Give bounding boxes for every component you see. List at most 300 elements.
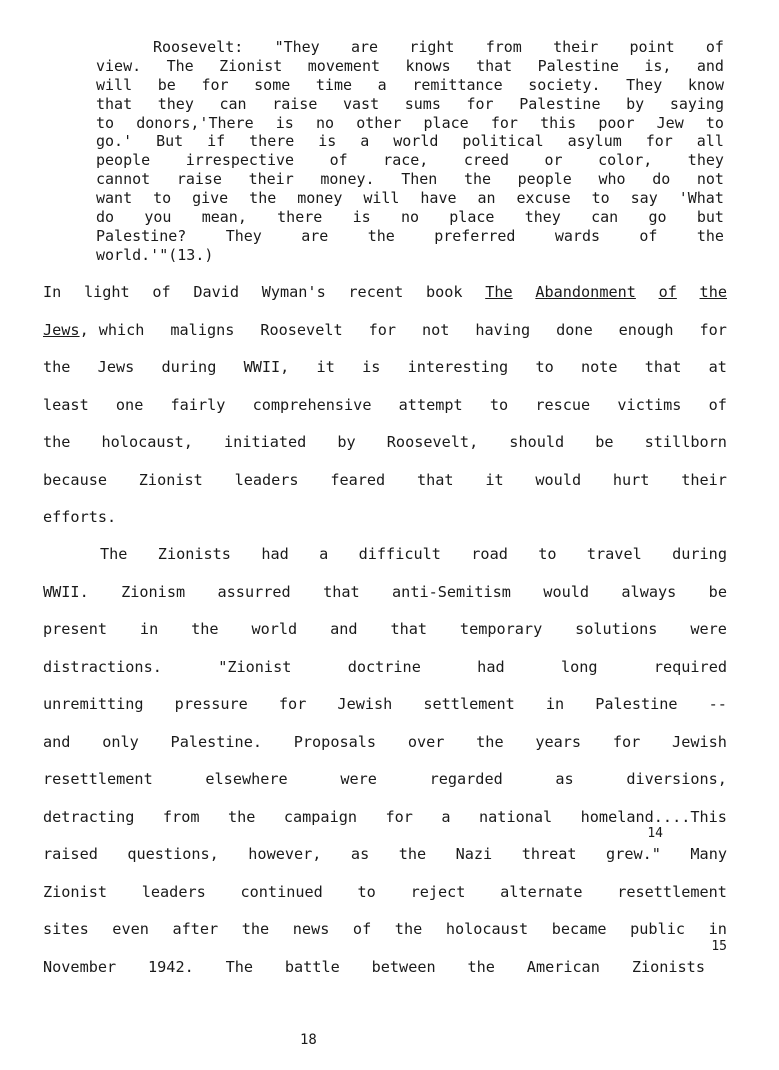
word: over (407, 732, 445, 751)
word: they (524, 208, 561, 227)
word: Zionists (631, 957, 705, 976)
text-line (96, 208, 724, 227)
word: point (629, 38, 675, 56)
word: want (96, 189, 133, 208)
word: solutions (575, 620, 658, 638)
word: money. (320, 170, 375, 189)
word: that (96, 94, 133, 113)
word: be (157, 75, 176, 94)
word: holocaust (445, 920, 529, 938)
word: that (644, 358, 682, 376)
word: place (449, 208, 495, 227)
text-line (43, 730, 727, 768)
word: They (225, 226, 262, 245)
text-line (43, 430, 727, 468)
word: recent (348, 283, 404, 301)
word: in (708, 920, 727, 938)
word: The (225, 957, 254, 976)
word: Palestine (537, 56, 619, 75)
word: saying (669, 94, 724, 113)
word: money (297, 189, 343, 208)
word: the (227, 807, 256, 826)
word: cannot (96, 170, 151, 189)
word: that (390, 620, 428, 638)
word: for (466, 94, 494, 113)
word: raised (43, 845, 98, 863)
text-line (43, 938, 727, 993)
word: to (96, 113, 115, 132)
word: Many (690, 845, 727, 863)
word: 'What (678, 189, 724, 208)
word: from (162, 807, 200, 826)
word: during (672, 545, 727, 563)
word: attempt (398, 395, 463, 414)
word: donors,'There (136, 113, 254, 132)
word: place (423, 113, 469, 132)
word: but (696, 208, 724, 227)
word: can (591, 208, 619, 227)
word: all (696, 132, 724, 151)
word: fairly (170, 395, 226, 414)
word: of (658, 283, 677, 301)
word: would (543, 582, 590, 601)
text-line (96, 132, 724, 151)
word: the (467, 957, 495, 976)
word: interesting (407, 358, 509, 376)
word: Zionist (43, 882, 108, 901)
text-line (43, 692, 727, 730)
text-line (96, 38, 724, 57)
word: Palestine? (96, 226, 187, 245)
word: know (687, 75, 724, 94)
word: of (708, 395, 727, 414)
word: would (535, 470, 582, 489)
word: raise (272, 94, 318, 113)
block-quote (96, 38, 724, 265)
word: years (535, 732, 582, 751)
word: they (687, 151, 724, 170)
word: victims (617, 395, 682, 414)
word: asylum (567, 132, 622, 151)
word: efforts. (43, 508, 117, 526)
word: at (708, 358, 727, 376)
word: however, (248, 845, 322, 863)
word: or (544, 151, 563, 170)
word: movement (307, 56, 381, 75)
word: give (192, 189, 229, 208)
word: be (595, 433, 614, 451)
text-line (43, 767, 727, 805)
word: temporary (459, 620, 543, 638)
word: They (626, 75, 663, 94)
word: excuse (516, 189, 571, 208)
text-line (43, 805, 727, 843)
text-line (43, 393, 727, 431)
text-line (43, 542, 727, 580)
word: a (377, 75, 387, 94)
word: difficult (358, 545, 441, 563)
word: their (248, 170, 294, 189)
word: and (696, 56, 724, 75)
word: settlement (423, 695, 515, 713)
word: were (340, 770, 377, 788)
word: to (153, 189, 172, 208)
word: preferred (434, 226, 516, 245)
word: Jewish (672, 732, 727, 751)
text-line (96, 189, 724, 208)
word: right (409, 38, 455, 56)
text-line (43, 355, 727, 393)
word: anti-Semitism (392, 582, 511, 601)
word: go (648, 208, 667, 227)
word: note (580, 358, 618, 376)
text-line (96, 76, 724, 95)
word: distractions. (43, 657, 162, 676)
word: David (193, 283, 240, 301)
word: the (394, 920, 423, 938)
word: the (191, 620, 219, 638)
word: for (201, 75, 229, 94)
word: American (526, 957, 600, 976)
word: their (681, 470, 727, 489)
word: are (350, 38, 379, 56)
word: to (357, 882, 376, 901)
word: Jews (97, 358, 135, 376)
word: as (350, 845, 370, 863)
word: Zionism (121, 582, 186, 601)
word: the (241, 920, 270, 938)
word: feared (330, 470, 386, 489)
word: no (316, 113, 335, 132)
word: -- (708, 695, 727, 713)
paragraph-wyman (43, 280, 727, 543)
word: The (100, 545, 128, 563)
word: to (538, 545, 557, 563)
word: done (556, 320, 593, 339)
word: is (275, 113, 294, 132)
word: "Zionist (218, 657, 292, 676)
word: had (261, 545, 289, 563)
word: But (156, 132, 184, 151)
line-remainder (89, 318, 727, 356)
word: holocaust, (101, 433, 193, 451)
word: for (612, 732, 641, 751)
word: there (249, 132, 295, 151)
word: time (315, 75, 353, 94)
word: in (139, 620, 159, 638)
word: who (598, 170, 626, 189)
word: an (477, 189, 496, 208)
text-line (43, 655, 727, 693)
word: Palestine (519, 94, 601, 113)
word: resettlement (617, 882, 727, 901)
word: detracting (43, 807, 135, 826)
word: political (462, 132, 544, 151)
word: one (115, 395, 144, 414)
word: enough (618, 320, 674, 339)
word: least (43, 395, 89, 414)
word: wards (554, 226, 601, 245)
word: poor (598, 113, 635, 132)
word: book (425, 283, 463, 301)
word: homeland....This (580, 807, 727, 826)
word: color, (598, 151, 653, 170)
word: Palestine (595, 695, 678, 713)
word: "They (274, 38, 320, 56)
word: of (705, 38, 724, 56)
word: the (249, 189, 277, 208)
word: had (477, 657, 505, 676)
word: news (292, 920, 330, 938)
text-line (96, 227, 724, 246)
word: resettlement (43, 770, 153, 788)
word: during (161, 358, 217, 376)
word: you (144, 208, 172, 227)
word: which (98, 320, 145, 339)
word: that (476, 56, 513, 75)
word: present (43, 620, 108, 638)
word: Jewish (337, 695, 393, 713)
word: WWII, (243, 358, 290, 376)
word: became (551, 920, 607, 938)
word: as (555, 770, 574, 788)
word: 1942. (148, 957, 194, 976)
word: there (277, 208, 323, 227)
word: required (653, 657, 727, 676)
word: after (172, 920, 219, 938)
word: alternate (500, 882, 583, 901)
word: The (166, 56, 194, 75)
word: leaders (141, 882, 206, 901)
word: say (630, 189, 658, 208)
word: comprehensive (252, 395, 372, 414)
word: continued (240, 882, 323, 901)
word: of (639, 226, 658, 245)
word: society. (528, 75, 601, 94)
text-line (43, 826, 727, 880)
word: Nazi (455, 845, 493, 863)
word: to (591, 189, 610, 208)
word: between (371, 957, 436, 976)
word: maligns (170, 320, 235, 339)
word: The (485, 283, 513, 301)
word: and (330, 620, 358, 638)
word: should (509, 433, 565, 451)
word: remittance (412, 75, 503, 94)
word: Zionists (157, 545, 231, 563)
word: questions, (127, 845, 219, 863)
word: it (316, 358, 335, 376)
word: go.' (96, 132, 133, 151)
word: diversions, (626, 770, 727, 788)
word: irrespective (185, 151, 295, 170)
text-line (43, 880, 727, 918)
word: will (363, 189, 400, 208)
word: the (476, 732, 504, 751)
word: leaders (234, 470, 299, 489)
paragraph-zionists (43, 542, 727, 992)
word: always (621, 582, 677, 601)
word: by (626, 94, 645, 113)
text-line (96, 151, 724, 170)
word: raise (176, 170, 222, 189)
word: Wyman's (261, 283, 326, 301)
word: regarded (429, 770, 503, 788)
word: is (318, 132, 337, 151)
text-line (96, 114, 724, 133)
word: hurt (612, 470, 650, 489)
word: even (112, 920, 149, 938)
text-line (43, 468, 727, 506)
word: mean, (201, 208, 247, 227)
word: for (278, 695, 307, 713)
text-line (43, 917, 727, 955)
word: for (645, 132, 673, 151)
word: not (421, 320, 450, 339)
word: is (362, 358, 381, 376)
word: and (43, 732, 71, 751)
text-line (96, 57, 724, 76)
text-line (96, 95, 724, 114)
word: world (251, 620, 298, 638)
text-line (43, 505, 727, 543)
word: light (83, 283, 130, 301)
footnote-marker: 14 (647, 826, 663, 841)
word: because (43, 470, 108, 489)
word: the (43, 433, 71, 451)
word: view. (96, 56, 142, 75)
word: race, (383, 151, 429, 170)
word: by (337, 433, 356, 451)
word: campaign (283, 807, 358, 826)
text-line (43, 617, 727, 655)
word: November (43, 957, 117, 976)
word: their (553, 38, 599, 56)
word: creed (463, 151, 509, 170)
word: can (219, 94, 247, 113)
word: this (540, 113, 577, 132)
word: people (96, 151, 151, 170)
word: , (79, 320, 89, 339)
word: do (96, 208, 115, 227)
word: doctrine (347, 657, 421, 676)
word: Jew (656, 113, 684, 132)
word: is (352, 208, 371, 227)
word: of (329, 151, 348, 170)
word: they (157, 94, 194, 113)
word: reject (410, 882, 466, 901)
word: only (102, 732, 139, 751)
word: travel (586, 545, 642, 563)
word: other (356, 113, 402, 132)
word: the (696, 226, 724, 245)
word: for (368, 320, 397, 339)
word: Abandonment (535, 283, 636, 301)
word: for (699, 320, 727, 339)
text-line (43, 580, 727, 618)
word: were (690, 620, 727, 638)
word: will (96, 75, 133, 94)
text-line (43, 280, 727, 318)
word: are (301, 226, 329, 245)
word: world.'"(13.) (96, 245, 214, 264)
word: not (696, 170, 724, 189)
word: Palestine. (170, 732, 262, 751)
word: initiated (224, 433, 307, 451)
word: to (535, 358, 554, 376)
word: battle (284, 957, 340, 976)
word: the (699, 283, 727, 301)
word: for (490, 113, 518, 132)
word: Zionist (219, 56, 283, 75)
word: Zionist (138, 470, 203, 489)
word: that (323, 582, 360, 601)
word: to (489, 395, 509, 414)
word: for (385, 807, 413, 826)
word: Roosevelt, (386, 433, 479, 451)
word: Roosevelt (260, 320, 343, 339)
word: knows (405, 56, 451, 75)
word: threat (521, 845, 577, 863)
word: stillborn (644, 433, 727, 451)
word: have (420, 189, 457, 208)
footnote-marker: 15 (711, 938, 727, 954)
text-line (96, 170, 724, 189)
word: rescue (535, 395, 591, 414)
word: it (485, 470, 504, 489)
text-line (96, 246, 724, 265)
page-number: 18 (300, 1032, 317, 1048)
word: grew." (606, 845, 661, 863)
word: public (630, 920, 686, 938)
word: no (400, 208, 419, 227)
word: the (463, 170, 492, 189)
word: unremitting (43, 695, 144, 713)
word: Then (401, 170, 438, 189)
word: of (352, 920, 372, 938)
word: national (479, 807, 553, 826)
word: if (207, 132, 226, 151)
word: a (360, 132, 370, 151)
word: WWII. (43, 582, 89, 601)
word: a (319, 545, 329, 563)
word: do (652, 170, 671, 189)
word: the (43, 358, 71, 376)
word: world (393, 132, 439, 151)
word: the (367, 226, 395, 245)
word: Jews (43, 320, 80, 339)
word: that (416, 470, 454, 489)
word: pressure (174, 695, 248, 713)
word: In (43, 283, 62, 301)
word: sums (404, 94, 441, 113)
word: is, (644, 56, 672, 75)
word: in (545, 695, 565, 713)
word: from (485, 38, 522, 56)
word: be (708, 582, 727, 601)
word: people (517, 170, 572, 189)
word: of (152, 283, 171, 301)
word: assurred (217, 582, 291, 601)
word: vast (343, 94, 380, 113)
word: Proposals (293, 732, 377, 751)
word: sites (43, 920, 89, 938)
word: long (560, 657, 598, 676)
word: Roosevelt: (153, 38, 244, 56)
word: having (475, 320, 531, 339)
text-line (43, 318, 727, 356)
word: elsewhere (205, 770, 288, 788)
